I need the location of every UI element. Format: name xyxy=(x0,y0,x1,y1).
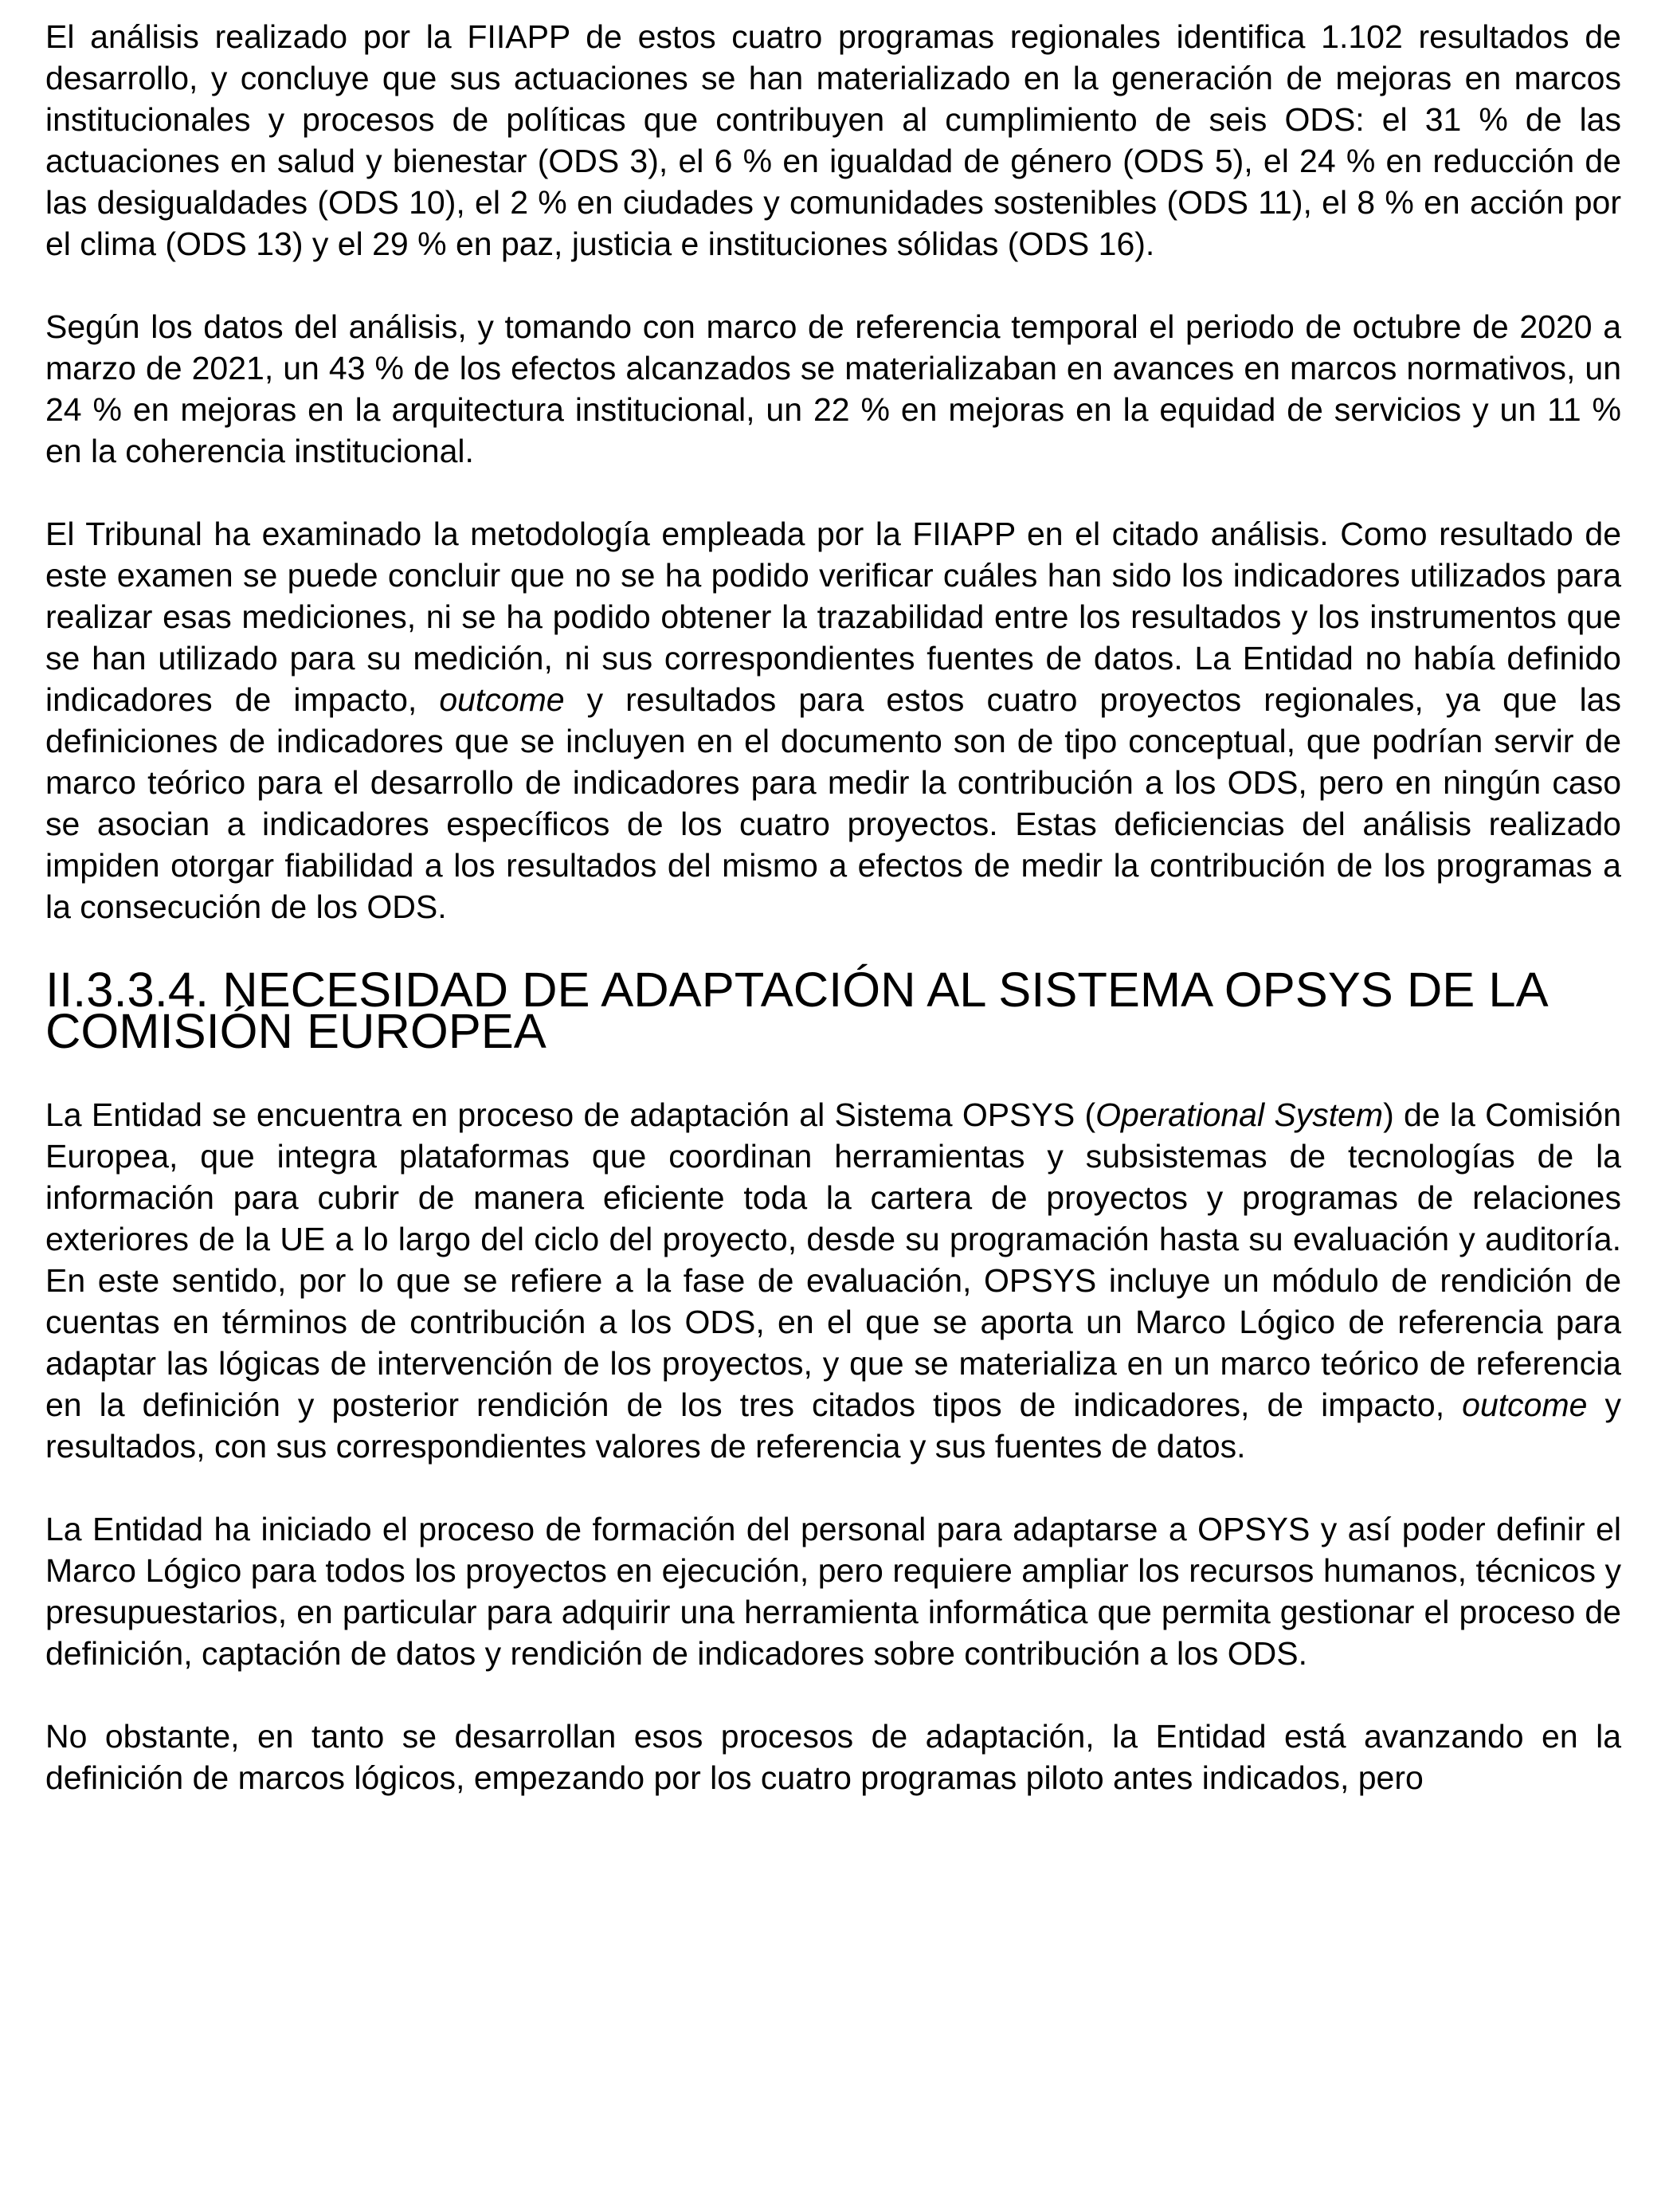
italic-term: Operational System xyxy=(1095,1096,1384,1133)
paragraph-logical-frameworks xyxy=(45,1716,1621,1798)
paragraph-opsys-adaptation xyxy=(45,1094,1621,1467)
document-page xyxy=(45,16,1621,1840)
paragraph-text: El Tribunal ha examinado la metodología empleada por la FIIAPP en el citado análisis. Como resultado de este examen se puede concluir que no se ha podido verificar cuáles han sido los indicadores utilizados para realizar esas mediciones, ni se ha podido obtener la trazabilidad entre los resultados y los instrumentos que se han utilizado para su medición, ni sus correspondientes fuentes de datos. La Entidad no había definido indicadores de impacto, xyxy=(45,516,1621,718)
paragraph-text: y resultados, con sus correspondientes valores de referencia y sus fuentes de datos. xyxy=(45,1386,1621,1465)
italic-term: outcome xyxy=(439,681,565,718)
paragraph-tribunal-examination xyxy=(45,513,1621,928)
paragraph-text: La Entidad ha iniciado el proceso de formación del personal para adaptarse a OPSYS y así poder definir el Marco Lógico para todos los proyectos en ejecución, pero requiere ampliar los recursos humanos, técnicos y presupuestarios, en particular para adquirir una herramienta informática que permita gestionar el proceso de definición, captación de datos y rendición de indicadores sobre contribución a los ODS. xyxy=(45,1511,1621,1672)
paragraph-text: Según los datos del análisis, y tomando con marco de referencia temporal el periodo de octubre de 2020 a marzo de 2021, un 43 % de los efectos alcanzados se materializaban en avances en marcos normativos, un 24 % en mejoras en la arquitectura institucional, un 22 % en mejoras en la equidad de servicios y un 11 % en la coherencia institucional. xyxy=(45,308,1621,469)
paragraph-text: La Entidad se encuentra en proceso de adaptación al Sistema OPSYS ( xyxy=(45,1096,1096,1133)
paragraph-text: El análisis realizado por la FIIAPP de estos cuatro programas regionales identifica 1.102 resultados de desarrollo, y concluye que sus actuaciones se han materializado en la generación de mejoras en marcos institucionales y procesos de políticas que contribuyen al cumplimiento de seis ODS: el 31 % de las actuaciones en salud y bienestar (ODS 3), el 6 % en igualdad de género (ODS 5), el 24 % en reducción de las desigualdades (ODS 10), el 2 % en ciudades y comunidades sostenibles (ODS 11), el 8 % en acción por el clima (ODS 13) y el 29 % en paz, justicia e instituciones sólidas (ODS 16). xyxy=(45,18,1621,262)
paragraph-fiiapp-analysis xyxy=(45,16,1621,265)
paragraph-text: No obstante, en tanto se desarrollan esos procesos de adaptación, la Entidad está avanzando en la definición de marcos lógicos, empezando por los cuatro programas piloto antes indicados, pero xyxy=(45,1718,1621,1796)
section-heading: II.3.3.4. NECESIDAD DE ADAPTACIÓN AL SISTEMA OPSYS DE LA COMISIÓN EUROPEA xyxy=(45,963,1546,1059)
paragraph-text: y resultados para estos cuatro proyectos regionales, ya que las definiciones de indicadores que se incluyen en el documento son de tipo conceptual, que podrían servir de marco teórico para el desarrollo de indicadores para medir la contribución a los ODS, pero en ningún caso se asocian a indicadores específicos de los cuatro proyectos. Estas deficiencias del análisis realizado impiden otorgar fiabilidad a los resultados del mismo a efectos de medir la contribución de los programas a la consecución de los ODS. xyxy=(45,681,1621,925)
paragraph-training-process xyxy=(45,1508,1621,1674)
italic-term: outcome xyxy=(1462,1386,1588,1423)
paragraph-effects-data xyxy=(45,306,1621,472)
paragraph-text: ) de la Comisión Europea, que integra plataformas que coordinan herramientas y subsistemas de tecnologías de la información para cubrir de manera eficiente toda la cartera de proyectos y programas de relaciones exteriores de la UE a lo largo del ciclo del proyecto, desde su programación hasta su evaluación y auditoría. En este sentido, por lo que se refiere a la fase de evaluación, OPSYS incluye un módulo de rendición de cuentas en términos de contribución a los ODS, en el que se aporta un Marco Lógico de referencia para adaptar las lógicas de intervención de los proyectos, y que se materializa en un marco teórico de referencia en la definición y posterior rendición de los tres citados tipos de indicadores, de impacto, xyxy=(45,1096,1621,1423)
